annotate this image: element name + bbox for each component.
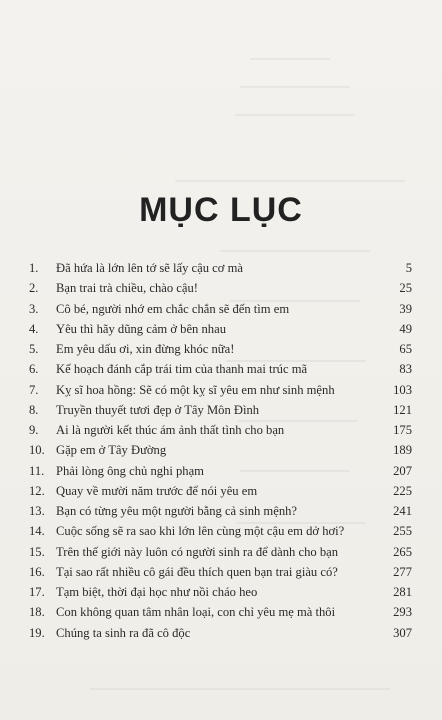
- toc-entry-number: 12.: [29, 483, 45, 498]
- toc-entry-number: 9.: [29, 423, 39, 437]
- toc-entry[interactable]: [29, 359, 412, 379]
- toc-entry-title: Phải lòng ông chủ nghi phạm: [56, 463, 204, 478]
- toc-entry-title: Trên thế giới này luôn có người sinh ra để dành cho bạn: [56, 544, 339, 559]
- toc-entry-title: Con không quan tâm nhân loại, con chỉ yêu mẹ mà thôi: [56, 605, 336, 620]
- toc-entry[interactable]: [29, 339, 412, 359]
- toc-entry-page: 277: [393, 564, 412, 579]
- toc-entry[interactable]: [29, 562, 412, 582]
- toc-entry[interactable]: [29, 278, 412, 298]
- toc-entry-title: Chúng ta sinh ra đã cô độc: [56, 625, 191, 640]
- toc-entry-title: Kế hoạch đánh cắp trái tim của thanh mai trúc mã: [56, 362, 308, 377]
- toc-entry-title: Đã hứa là lớn lên tớ sẽ lấy cậu cơ mà: [56, 261, 243, 275]
- toc-entry-number: 2.: [29, 281, 39, 296]
- toc-entry-number: 14.: [29, 524, 45, 539]
- toc-entry-page: 281: [393, 585, 412, 599]
- toc-entry-title: Cuộc sống sẽ ra sao khi lớn lên cùng một cậu em dở hơi?: [56, 524, 345, 539]
- toc-entry-title: Bạn trai trà chiều, chào cậu!: [56, 281, 198, 296]
- toc-entry-title: Truyền thuyết tươi đẹp ở Tây Môn Đình: [56, 402, 260, 417]
- toc-entry-page: 25: [399, 281, 412, 296]
- toc-entry-title: Tại sao rất nhiều cô gái đều thích quen bạn trai giàu có?: [56, 564, 338, 579]
- toc-entry-number: 15.: [29, 544, 45, 559]
- toc-entry-page: 241: [393, 504, 412, 518]
- toc-entry-page: 103: [393, 382, 412, 397]
- toc-entry-title: Cô bé, người nhớ em chắc chắn sẽ đến tìm em: [56, 301, 290, 316]
- toc-entry-number: 11.: [29, 463, 45, 478]
- toc-entry-title: Tạm biệt, thời đại học như nồi cháo heo: [56, 585, 258, 599]
- toc-entry-page: 293: [393, 605, 412, 620]
- toc-entry-page: 307: [393, 625, 412, 640]
- toc-entry-title: Bạn có từng yêu một người bằng cả sinh mệnh?: [56, 504, 298, 518]
- toc-entry-number: 18.: [29, 605, 45, 620]
- toc-entry[interactable]: [29, 380, 412, 400]
- toc-entry-number: 4.: [29, 321, 39, 336]
- toc-entry-number: 17.: [29, 585, 45, 599]
- toc-entry[interactable]: [29, 501, 412, 521]
- toc-entry-page: 255: [393, 524, 412, 539]
- toc-entry-page: 83: [399, 362, 412, 377]
- toc-entry[interactable]: [29, 461, 412, 481]
- toc-entry-page: 225: [393, 483, 412, 498]
- toc-entry-page: 5: [405, 261, 412, 275]
- toc-entry[interactable]: [29, 542, 412, 562]
- toc-entry-number: 16.: [29, 564, 45, 579]
- toc-entry-number: 10.: [29, 443, 45, 458]
- toc-entry-page: 175: [393, 423, 412, 437]
- toc-entry[interactable]: [29, 420, 412, 440]
- toc-entry-title: Ai là người kết thúc ám ảnh thất tình cho bạn: [56, 423, 285, 437]
- page-title: MỤC LỤC: [139, 190, 303, 229]
- toc-entry[interactable]: [29, 602, 412, 622]
- toc-entry[interactable]: [29, 582, 412, 602]
- toc-entry-page: 265: [393, 544, 412, 559]
- toc-entry-number: 6.: [29, 362, 39, 377]
- toc-entry-number: 3.: [29, 301, 39, 316]
- toc-entry[interactable]: [29, 400, 412, 420]
- toc-entry-page: 65: [399, 342, 412, 356]
- table-of-contents: [29, 258, 412, 643]
- toc-entry[interactable]: [29, 623, 412, 643]
- toc-entry-title: Em yêu dấu ơi, xin đừng khóc nữa!: [56, 342, 235, 356]
- toc-entry-number: 5.: [29, 342, 39, 356]
- toc-entry-page: 121: [393, 402, 412, 417]
- toc-entry-page: 49: [399, 321, 412, 336]
- toc-entry[interactable]: [29, 299, 412, 319]
- toc-entry[interactable]: [29, 319, 412, 339]
- toc-entry[interactable]: [29, 521, 412, 541]
- toc-entry[interactable]: [29, 481, 412, 501]
- toc-entry-title: Gặp em ở Tây Đường: [56, 443, 167, 458]
- toc-entry-page: 39: [399, 301, 412, 316]
- toc-entry-title: Yêu thì hãy dũng cảm ở bên nhau: [56, 321, 226, 336]
- toc-entry-number: 13.: [29, 504, 45, 518]
- toc-entry-number: 7.: [29, 382, 39, 397]
- toc-entry[interactable]: [29, 258, 412, 278]
- toc-entry[interactable]: [29, 440, 412, 460]
- toc-entry-number: 19.: [29, 625, 45, 640]
- toc-entry-number: 1.: [29, 261, 39, 275]
- toc-entry-page: 189: [393, 443, 412, 458]
- toc-entry-number: 8.: [29, 402, 39, 417]
- toc-entry-title: Quay về mười năm trước để nói yêu em: [56, 483, 258, 498]
- toc-entry-page: 207: [393, 463, 412, 478]
- toc-entry-title: Kỵ sĩ hoa hồng: Sẽ có một kỵ sĩ yêu em như sinh mệnh: [56, 382, 335, 397]
